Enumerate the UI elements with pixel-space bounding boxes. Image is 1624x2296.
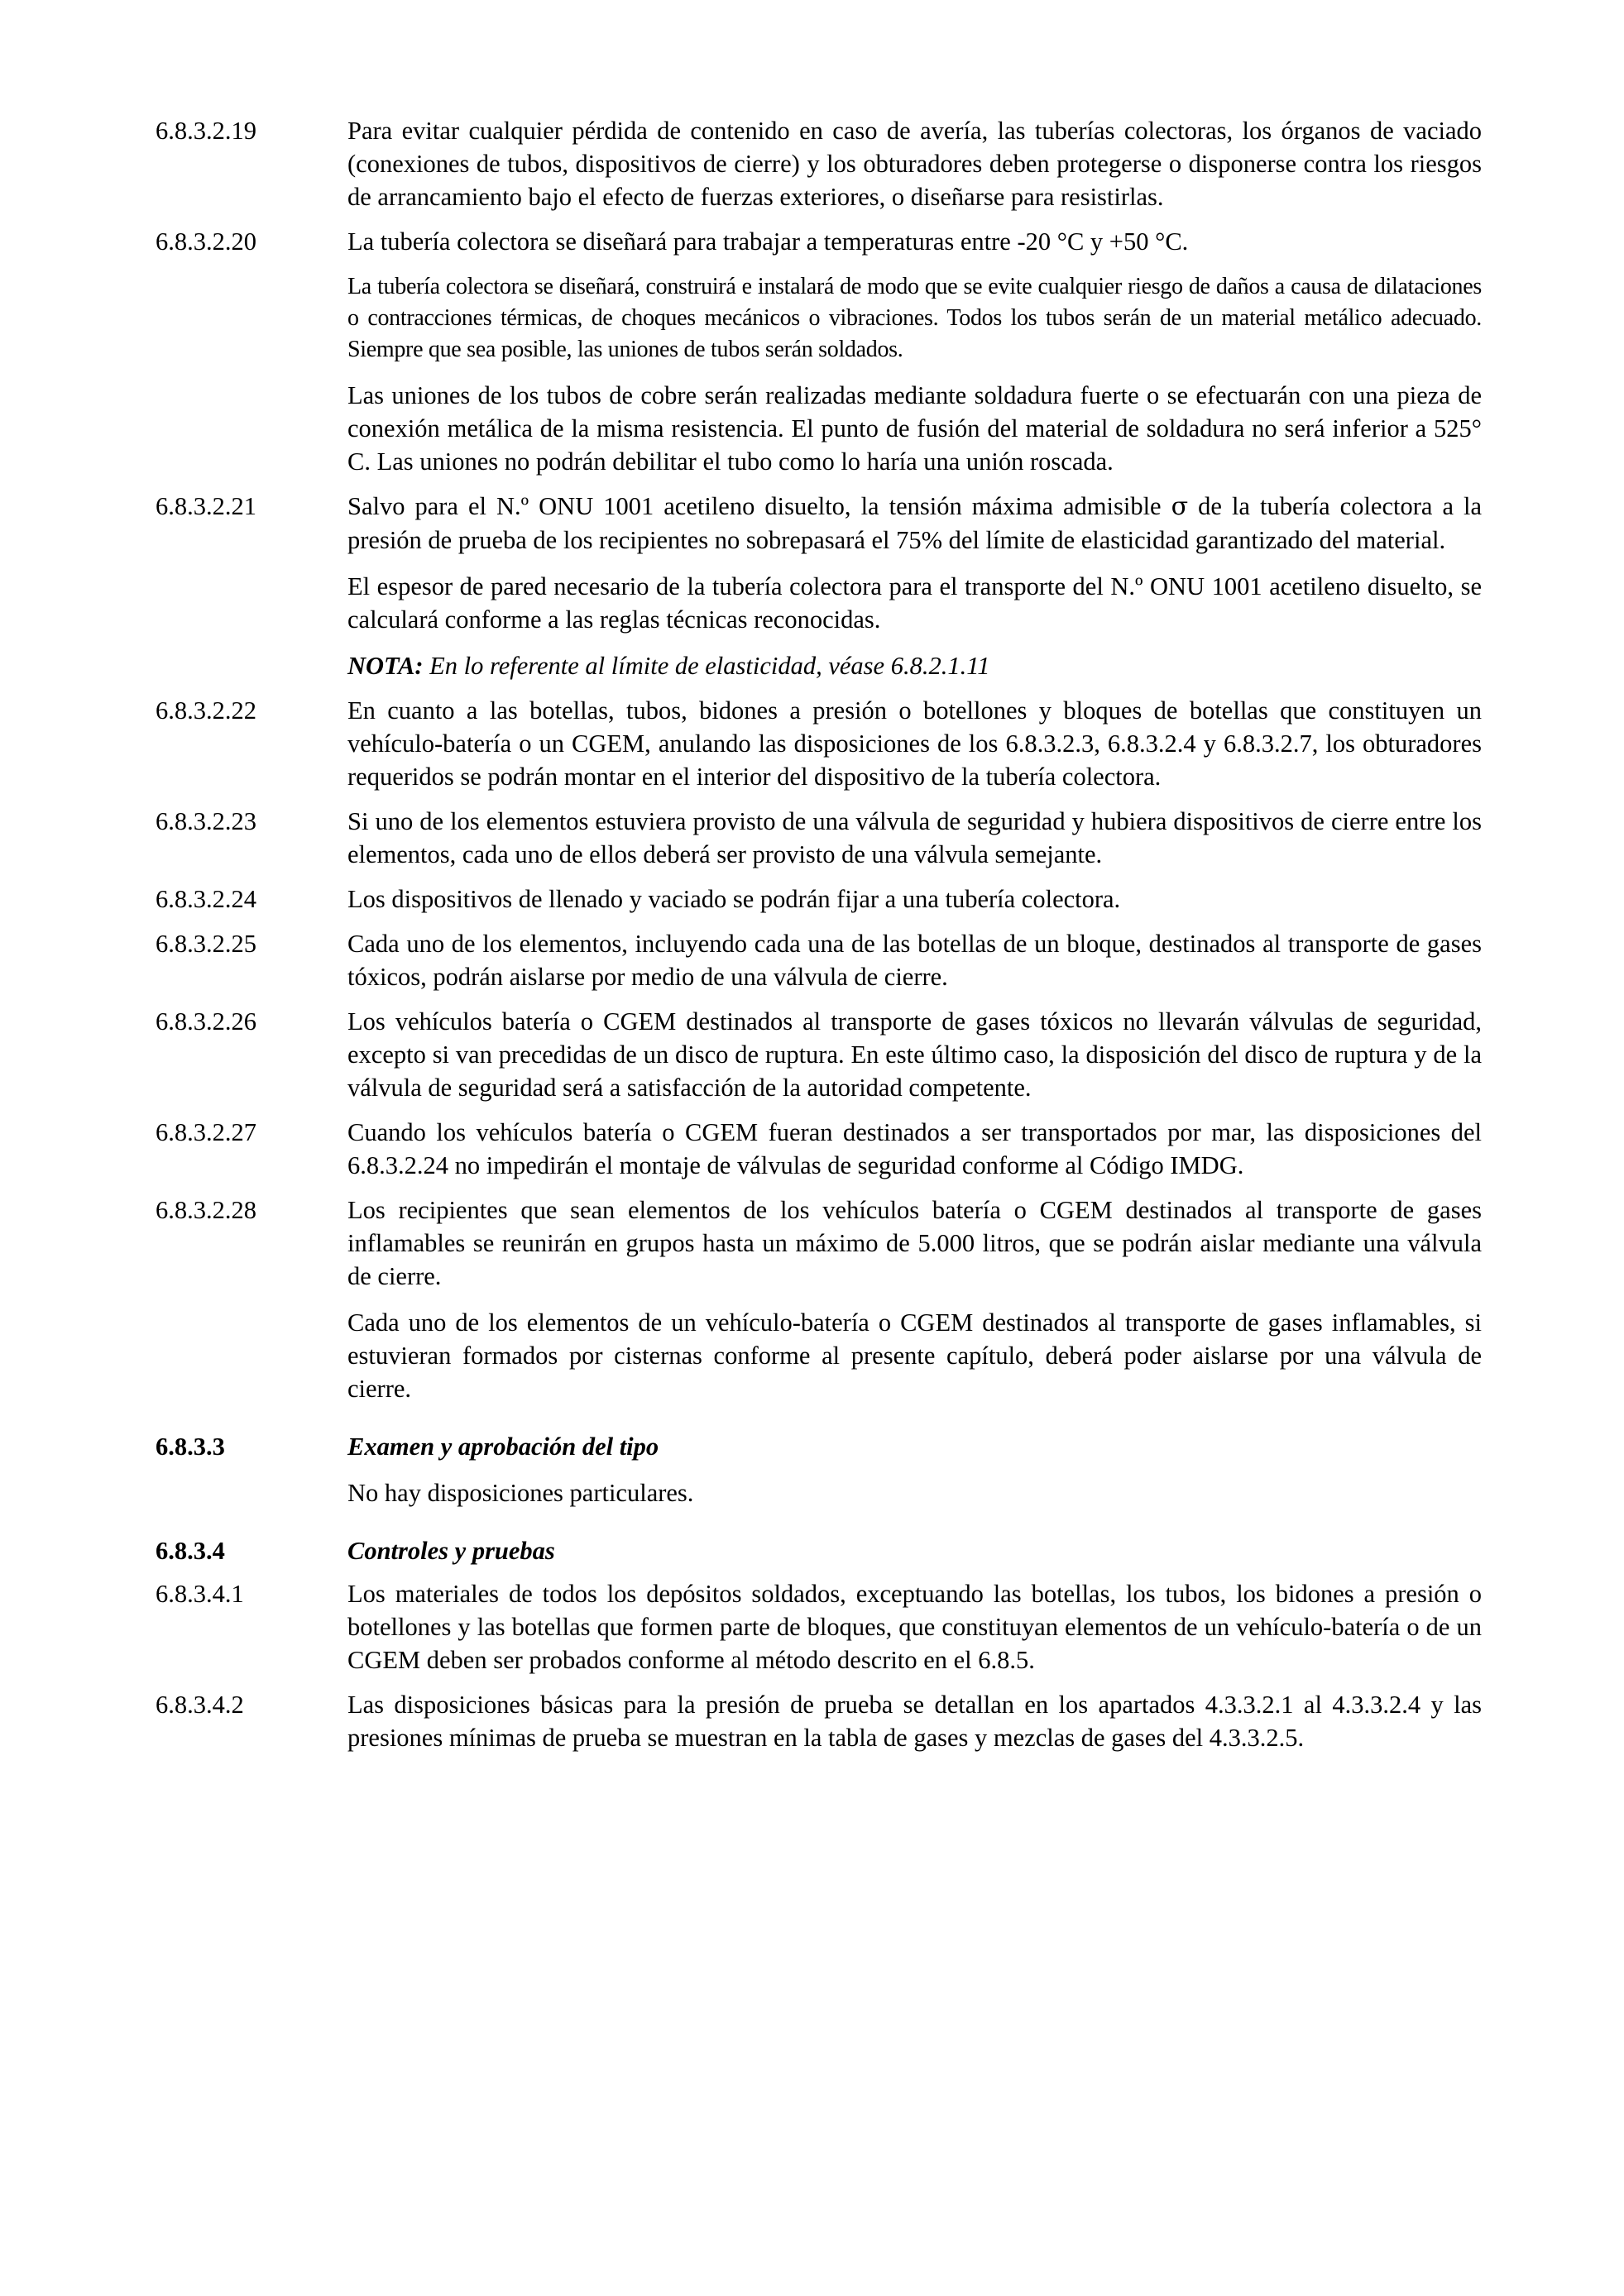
section-number: 6.8.3.2.22 (156, 696, 256, 725)
paragraph: El espesor de pared necesario de la tubería colectora para el transporte del N.º ONU 1001 acetileno disuelto, se calculará conforme a las reglas técnicas reconocidas. (347, 572, 1482, 634)
text-run: de la tubería colectora a la presión de prueba de los recipientes no sobrepasará el 75% del límite de elasticidad garantizado del material. (347, 492, 1483, 554)
section-6-8-3-2-22 (156, 694, 1482, 793)
section-6-8-3-2-19 (156, 114, 1482, 213)
section-6-8-3-4-2 (156, 1688, 1482, 1754)
section-body (347, 805, 1482, 871)
heading-number: 6.8.3.3 (156, 1433, 225, 1461)
heading-body (347, 1430, 1482, 1509)
section-body (347, 1577, 1482, 1677)
paragraph: La tubería colectora se diseñará para trabajar a temperaturas entre -20 °C y +50 °C. (347, 227, 1189, 256)
section-6-8-3-4-1 (156, 1577, 1482, 1677)
section-body (347, 1116, 1482, 1182)
section-body (347, 490, 1482, 682)
section-body (347, 1688, 1482, 1754)
paragraph: La tubería colectora se diseñará, construirá e instalará de modo que se evite cualquier riesgo de daños a causa de dilataciones o contracciones térmicas, de choques mecánicos o vibraciones. Todos los tubos serán de un material metálico adecuado. Siempre que sea posible, las uniones de tubos serán soldados. (347, 274, 1482, 362)
section-body (347, 1193, 1482, 1405)
paragraph (347, 490, 1482, 557)
section-6-8-3-2-20 (156, 225, 1482, 478)
paragraph: Los materiales de todos los depósitos soldados, exceptuando las botellas, los tubos, los bidones a presión o botellones y las botellas que formen parte de bloques, que constituyan elementos de un vehículo-batería o de un CGEM deben ser probados conforme al método descrito en el 6.8.5. (347, 1580, 1482, 1674)
section-body (347, 883, 1482, 916)
section-6-8-3-2-27 (156, 1116, 1482, 1182)
paragraph: Si uno de los elementos estuviera provisto de una válvula de seguridad y hubiera dispositivos de cierre entre los elementos, cada uno de ellos deberá ser provisto de una válvula semejante. (347, 807, 1482, 868)
paragraph: Cada uno de los elementos, incluyendo cada una de las botellas de un bloque, destinados al transporte de gases tóxicos, podrán aislarse por medio de una válvula de cierre. (347, 930, 1482, 991)
text-run: Salvo para el N.º ONU 1001 acetileno disuelto, la tensión máxima admisible (347, 492, 1162, 520)
paragraph: En cuanto a las botellas, tubos, bidones a presión o botellones y bloques de botellas que constituyen un vehículo-batería o un CGEM, anulando las disposiciones de los 6.8.3.2.3, 6.8.3.2.4 y 6.8.3.2.7, los obturadores requeridos se podrán montar en el interior del dispositivo de la tubería colectora. (347, 696, 1482, 791)
section-6-8-3-2-23 (156, 805, 1482, 871)
paragraph: Los recipientes que sean elementos de los vehículos batería o CGEM destinados al transporte de gases inflamables se reunirán en grupos hasta un máximo de 5.000 litros, que se podrán aislar mediante una válvula de cierre. (347, 1196, 1482, 1290)
section-number: 6.8.3.2.21 (156, 492, 256, 520)
heading-number: 6.8.3.4 (156, 1537, 225, 1565)
paragraph: Las uniones de los tubos de cobre serán realizadas mediante soldadura fuerte o se efectuarán con una pieza de conexión metálica de la misma resistencia. El punto de fusión del material de soldadura no será inferior a 525° C. Las uniones no podrán debilitar el tubo como lo haría una unión roscada. (347, 381, 1482, 476)
heading-6-8-3-4 (156, 1534, 1482, 1567)
section-6-8-3-2-28 (156, 1193, 1482, 1405)
paragraph: Cuando los vehículos batería o CGEM fueran destinados a ser transportados por mar, las disposiciones del 6.8.3.2.24 no impedirán el montaje de válvulas de seguridad conforme al Código IMDG. (347, 1118, 1482, 1179)
note-label: NOTA: (347, 652, 424, 680)
section-number: 6.8.3.2.27 (156, 1118, 256, 1146)
section-number: 6.8.3.4.2 (156, 1691, 244, 1719)
paragraph: Los vehículos batería o CGEM destinados al transporte de gases tóxicos no llevarán válvulas de seguridad, excepto si van precedidas de un disco de ruptura. En este último caso, la disposición del disco de ruptura y de la válvula de seguridad será a satisfacción de la autoridad competente. (347, 1007, 1482, 1102)
section-body (347, 225, 1482, 478)
section-number: 6.8.3.2.24 (156, 885, 256, 913)
section-body (347, 927, 1482, 993)
section-body (347, 1005, 1482, 1104)
paragraph: Las disposiciones básicas para la presión de prueba se detallan en los apartados 4.3.3.2.1 al 4.3.3.2.4 y las presiones mínimas de prueba se muestran en la tabla de gases y mezclas de gases del 4.3.3.2.5. (347, 1691, 1482, 1752)
section-number: 6.8.3.2.25 (156, 930, 256, 958)
section-number: 6.8.3.2.19 (156, 117, 256, 145)
paragraph: Cada uno de los elementos de un vehículo-batería o CGEM destinados al transporte de gases inflamables, si estuvieran formados por cisternas conforme al presente capítulo, deberá poder aislarse por una válvula de cierre. (347, 1308, 1482, 1403)
paragraph: No hay disposiciones particulares. (347, 1479, 694, 1507)
heading-title: Controles y pruebas (347, 1537, 555, 1565)
heading-6-8-3-3 (156, 1430, 1482, 1509)
section-number: 6.8.3.2.23 (156, 807, 256, 835)
heading-body (347, 1534, 1482, 1567)
section-6-8-3-2-21 (156, 490, 1482, 682)
note (347, 649, 1482, 682)
section-number: 6.8.3.2.20 (156, 227, 256, 256)
note-text: En lo referente al límite de elasticidad, véase 6.8.2.1.11 (429, 652, 990, 680)
heading-title: Examen y aprobación del tipo (347, 1433, 659, 1461)
section-number: 6.8.3.2.26 (156, 1007, 256, 1036)
section-body (347, 114, 1482, 213)
paragraph: Los dispositivos de llenado y vaciado se podrán fijar a una tubería colectora. (347, 885, 1121, 913)
section-body (347, 694, 1482, 793)
section-6-8-3-2-24 (156, 883, 1482, 916)
section-number: 6.8.3.4.1 (156, 1580, 244, 1608)
sigma-symbol: σ (1171, 492, 1189, 521)
section-6-8-3-2-25 (156, 927, 1482, 993)
paragraph: Para evitar cualquier pérdida de contenido en caso de avería, las tuberías colectoras, los órganos de vaciado (conexiones de tubos, dispositivos de cierre) y los obturadores deben protegerse o disponerse contra los riesgos de arrancamiento bajo el efecto de fuerzas exteriores, o diseñarse para resistirlas. (347, 117, 1482, 211)
section-6-8-3-2-26 (156, 1005, 1482, 1104)
section-number: 6.8.3.2.28 (156, 1196, 256, 1224)
